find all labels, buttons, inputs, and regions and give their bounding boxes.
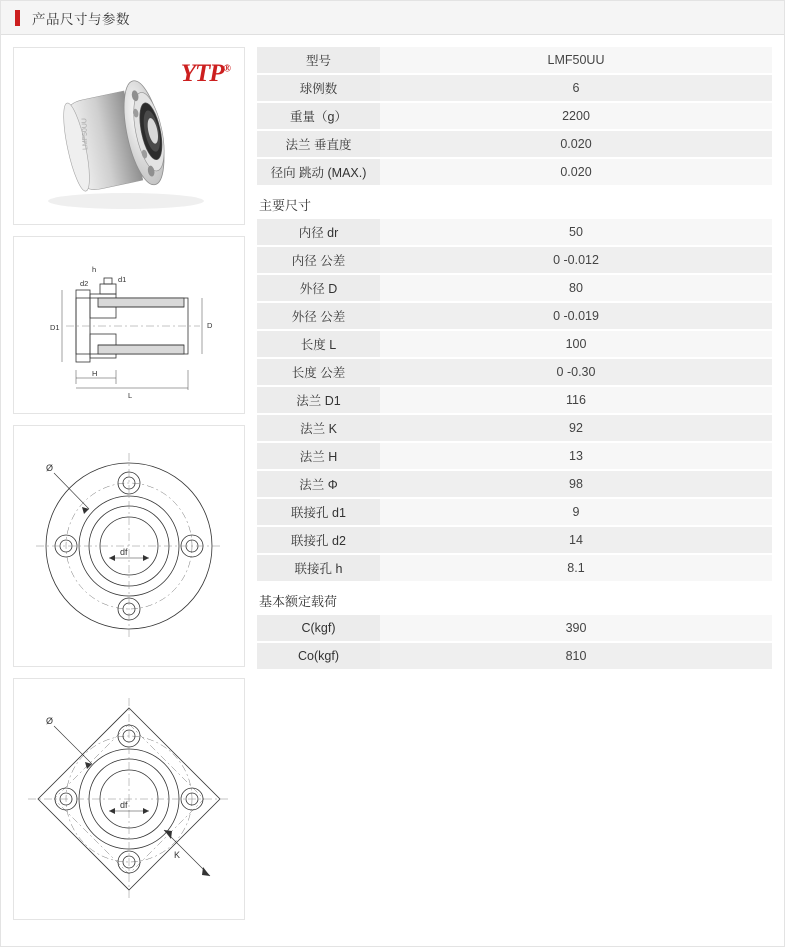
row-label: 径向 跳动 (MAX.) — [257, 158, 380, 186]
svg-text:D: D — [207, 321, 213, 330]
spec-column — [245, 47, 772, 931]
table-row — [257, 554, 772, 582]
row-label: 外径 公差 — [257, 302, 380, 330]
table-row — [257, 74, 772, 102]
row-value: 80 — [380, 274, 772, 302]
row-label: 联接孔 d1 — [257, 498, 380, 526]
row-value: LMF50UU — [380, 47, 772, 74]
svg-text:h: h — [92, 265, 97, 274]
table-row — [257, 102, 772, 130]
svg-text:LMF50UU: LMF50UU — [81, 117, 90, 151]
table-row — [257, 642, 772, 670]
header-accent-bar — [15, 10, 20, 26]
load-section-title: 基本额定载荷 — [259, 594, 338, 609]
row-label: 联接孔 h — [257, 554, 380, 582]
table-row — [257, 526, 772, 554]
row-label: 法兰 H — [257, 442, 380, 470]
section-drawing-illustration — [14, 237, 244, 413]
row-value: 390 — [380, 615, 772, 642]
table-row — [257, 414, 772, 442]
svg-text:K: K — [174, 850, 181, 860]
table-row — [257, 615, 772, 642]
row-label: C(kgf) — [257, 615, 380, 642]
row-value: 100 — [380, 330, 772, 358]
row-label: 法兰 K — [257, 414, 380, 442]
square-flange-drawing-box — [13, 678, 245, 920]
load-spec-table — [257, 615, 772, 671]
table-row — [257, 330, 772, 358]
row-value: 0.020 — [380, 158, 772, 186]
row-value: 14 — [380, 526, 772, 554]
ytp-logo — [181, 60, 230, 88]
round-flange-drawing-box — [13, 425, 245, 667]
row-label: 长度 公差 — [257, 358, 380, 386]
row-label: 内径 公差 — [257, 246, 380, 274]
svg-text:Ø: Ø — [46, 716, 54, 726]
table-row — [257, 498, 772, 526]
row-label: 重量（g） — [257, 102, 380, 130]
product-photo-box — [13, 47, 245, 225]
svg-text:d2: d2 — [80, 279, 89, 288]
row-value: 6 — [380, 74, 772, 102]
section-drawing-box — [13, 236, 245, 414]
row-label: 法兰 垂直度 — [257, 130, 380, 158]
image-column — [13, 47, 245, 931]
svg-text:Ø: Ø — [46, 463, 54, 473]
row-value: 92 — [380, 414, 772, 442]
row-value: 9 — [380, 498, 772, 526]
svg-text:df: df — [120, 547, 128, 557]
table-row — [257, 158, 772, 186]
dimensions-spec-table — [257, 219, 772, 583]
row-label: 球例数 — [257, 74, 380, 102]
row-value: 50 — [380, 219, 772, 246]
table-row — [257, 302, 772, 330]
page-header — [1, 1, 784, 35]
ytp-logo-text: YTP — [180, 60, 224, 87]
svg-text:D1: D1 — [50, 323, 60, 332]
table-row — [257, 130, 772, 158]
row-label: 长度 L — [257, 330, 380, 358]
row-label: 法兰 D1 — [257, 386, 380, 414]
row-value: 0 -0.012 — [380, 246, 772, 274]
square-flange-illustration — [14, 679, 244, 919]
page-title: 产品尺寸与参数 — [32, 11, 130, 27]
row-value: 0 -0.019 — [380, 302, 772, 330]
row-value: 13 — [380, 442, 772, 470]
row-value: 8.1 — [380, 554, 772, 582]
table-row — [257, 47, 772, 74]
svg-text:L: L — [128, 391, 133, 400]
round-flange-illustration — [14, 426, 244, 666]
table-row — [257, 274, 772, 302]
row-value: 0 -0.30 — [380, 358, 772, 386]
ytp-logo-registered: ® — [223, 63, 230, 75]
page-content — [1, 35, 784, 931]
svg-text:df: df — [120, 800, 128, 810]
row-label: Co(kgf) — [257, 642, 380, 670]
table-row — [257, 442, 772, 470]
row-value: 0.020 — [380, 130, 772, 158]
table-row — [257, 470, 772, 498]
row-label: 内径 dr — [257, 219, 380, 246]
svg-text:H: H — [92, 369, 98, 378]
row-value: 810 — [380, 642, 772, 670]
table-row — [257, 219, 772, 246]
row-label: 联接孔 d2 — [257, 526, 380, 554]
row-label: 法兰 Φ — [257, 470, 380, 498]
row-value: 2200 — [380, 102, 772, 130]
row-value: 98 — [380, 470, 772, 498]
general-spec-table — [257, 47, 772, 187]
row-label: 外径 D — [257, 274, 380, 302]
dimensions-section-title: 主要尺寸 — [259, 198, 312, 213]
row-label: 型号 — [257, 47, 380, 74]
svg-text:d1: d1 — [118, 275, 127, 284]
table-row — [257, 246, 772, 274]
table-row — [257, 386, 772, 414]
row-value: 116 — [380, 386, 772, 414]
table-row — [257, 358, 772, 386]
